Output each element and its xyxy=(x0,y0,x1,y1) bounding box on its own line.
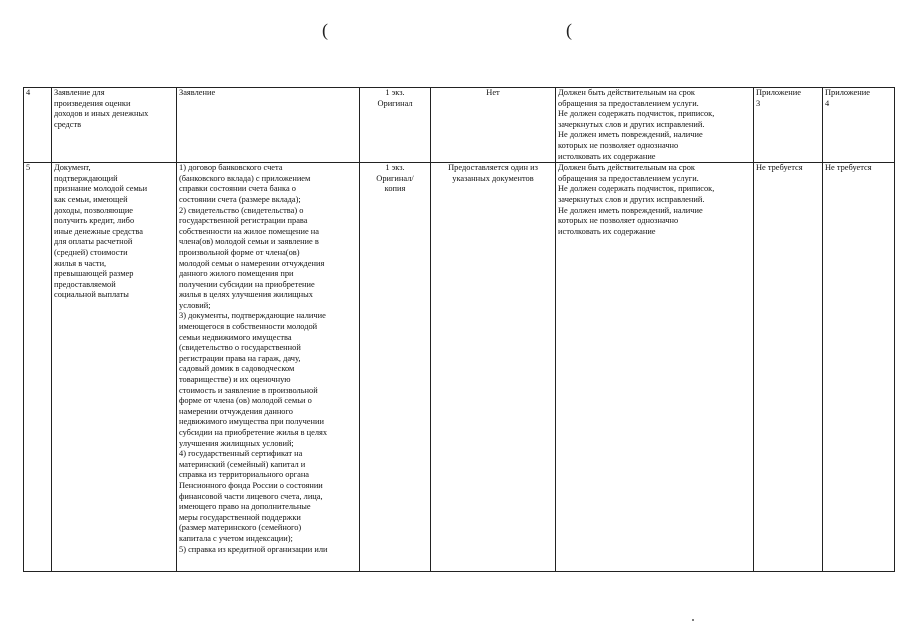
document-requirements: Должен быть действительным на срок обращения за предоставлением услуги. Не должен содержать подчисток, приписок, зачеркнутых слов и других исправлений. Не должен иметь повреждений, наличие которых не позволяет однозначно истолковать их содержание xyxy=(556,163,754,572)
document-name: Документ, подтверждающий признание молодой семьи как семьи, имеющей доходы, позволяющие получить кредит, либо иные денежные средства для оплаты расчетной (средней) стоимости жилья в части, превышающей размер предоставляемой социальной выплаты xyxy=(52,163,177,572)
document-form: Не требуется xyxy=(754,163,823,572)
document-sample: Не требуется xyxy=(823,163,895,572)
scan-mark-left: ( xyxy=(322,20,328,40)
submission-condition: Предоставляется один из указанных документов xyxy=(431,163,556,572)
document-requirements: Должен быть действительным на срок обращения за предоставлением услуги. Не должен содержать подчисток, приписок, зачеркнутых слов и других исправлений. Не должен иметь повреждений, наличие которых не позволяет однозначно истолковать их содержание xyxy=(556,88,754,163)
document-name: Заявление для произведения оценки доходов и иных денежных средств xyxy=(52,88,177,163)
document-sample: Приложение 4 xyxy=(823,88,895,163)
submission-condition: Нет xyxy=(431,88,556,163)
document-form: Приложение 3 xyxy=(754,88,823,163)
documents-table xyxy=(23,87,895,572)
scan-mark-right: ( xyxy=(566,20,572,40)
scan-speck xyxy=(692,619,694,621)
copies-count: 1 экз. Оригинал xyxy=(360,88,431,163)
document-kind: 1) договор банковского счета (банковского вклада) с приложением справки состоянии счета банка о состоянии счета (размере вклада); 2) свидетельство (свидетельства) о государственной регистрации права собственности на жилое помещение на члена(ов) молодой семьи и заявление в произвольной форме от члена(ов) молодой семьи о намерении отчуждения данного жилого помещения при получении субсидии на приобретение жилья в целях улучшения жилищных условий; 3) документы, подтверждающие наличие имеющегося в собственности молодой семьи недвижимого имущества (свидетельство о государственной регистрации права на гараж, дачу, садовый домик в садоводческом товариществе) и их оценочную стоимость и заявление в произвольной форме от члена (ов) молодой семьи о намерении отчуждения данного недвижимого имущества при получении субсидии на приобретение жилья в целях улучшения жилищных условий; 4) государственный сертификат на материнский (семейный) капитал и справка из территориального органа Пенсионного фонда России о состоянии финансовой части лицевого счета, лица, имеющего право на дополнительные меры государственной поддержки (размер материнского (семейного) капитала с учетом индексации); 5) справка из кредитной организации или xyxy=(177,163,360,572)
copies-count: 1 экз. Оригинал/ копия xyxy=(360,163,431,572)
table-row xyxy=(24,88,895,163)
row-number: 4 xyxy=(24,88,52,163)
row-number: 5 xyxy=(24,163,52,572)
table-row xyxy=(24,163,895,572)
document-kind: Заявление xyxy=(177,88,360,163)
